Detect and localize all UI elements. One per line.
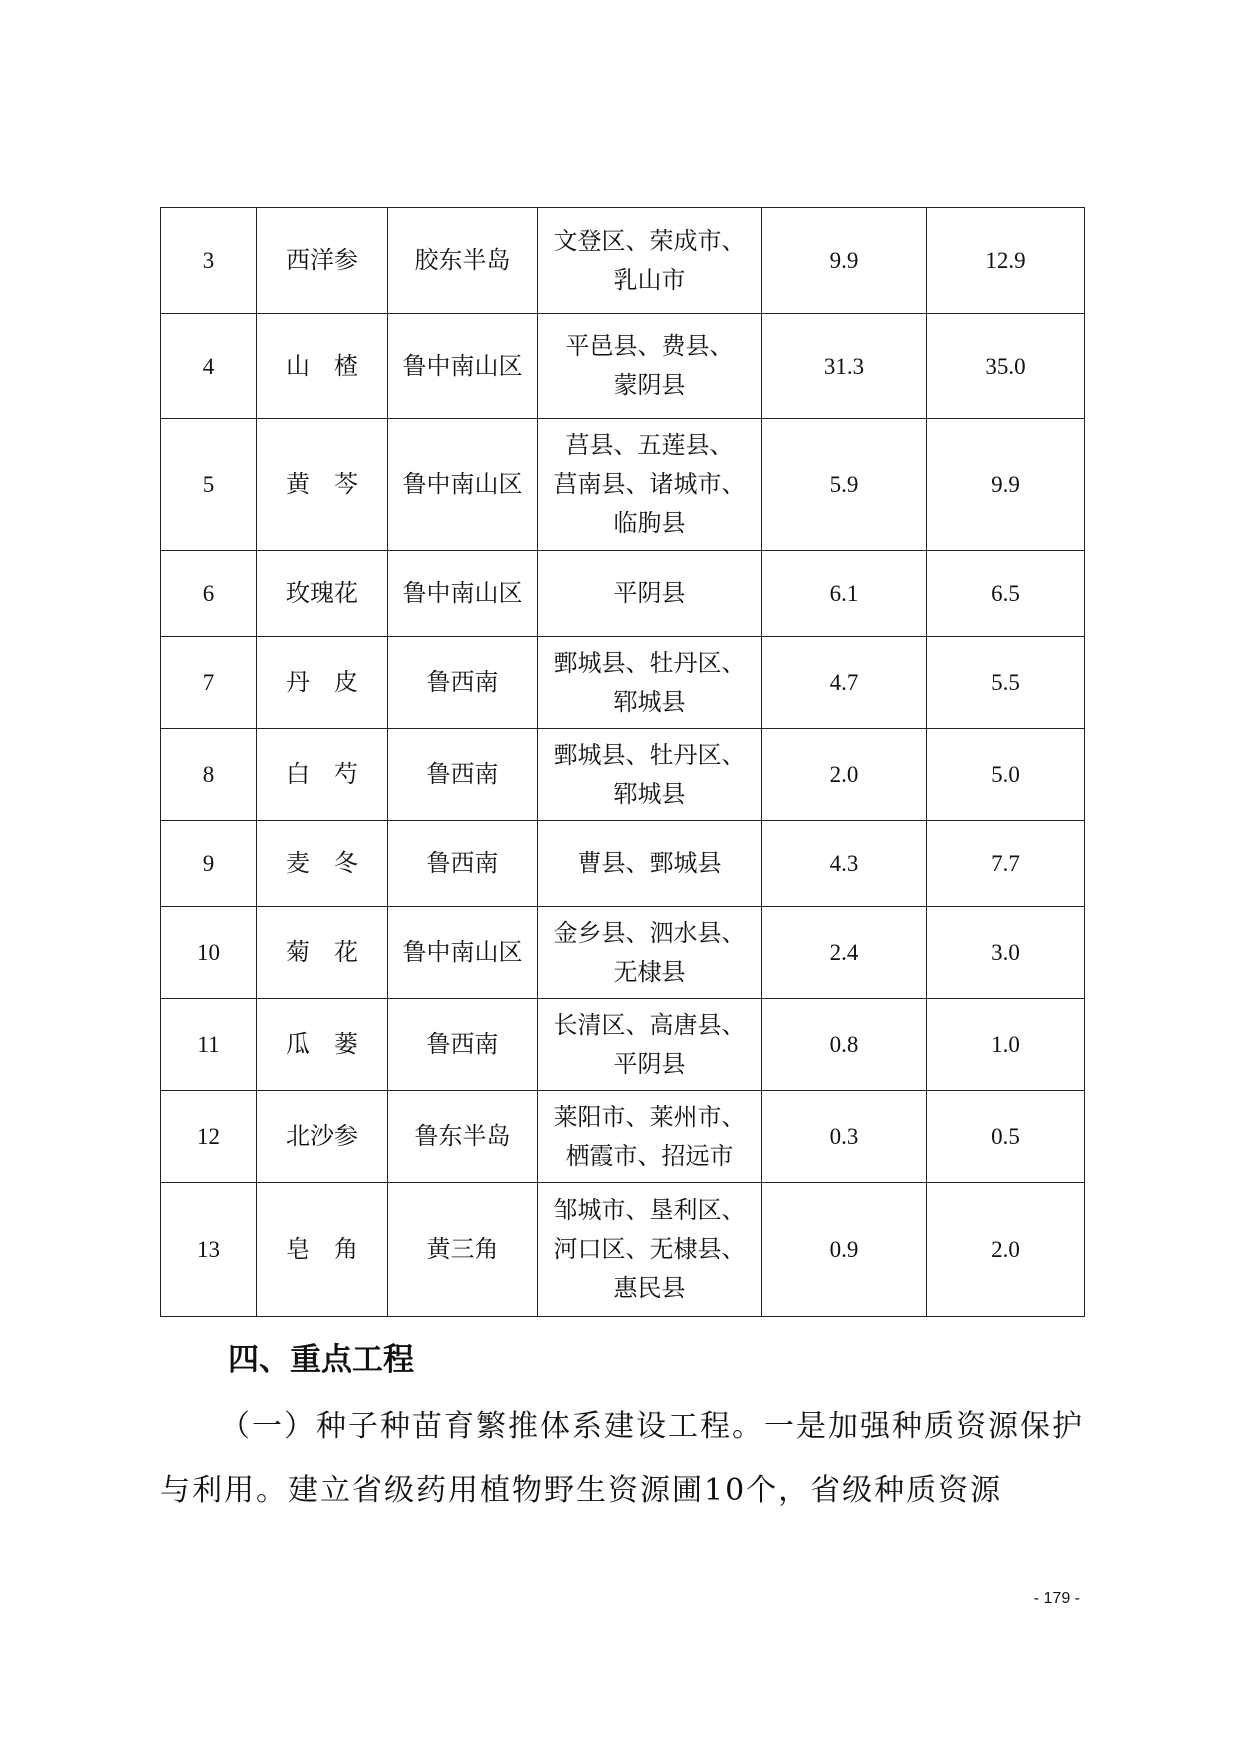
table-row [161, 637, 1085, 729]
counties-cell [538, 1183, 762, 1317]
value-cell-2: 35.0 [927, 314, 1085, 419]
row-number-cell: 12 [161, 1091, 257, 1183]
counties-cell [538, 637, 762, 729]
value-cell-1: 2.4 [762, 907, 927, 999]
value-cell-2: 6.5 [927, 551, 1085, 637]
herb-name-cell: 山 楂 [257, 314, 388, 419]
herb-name-cell: 丹 皮 [257, 637, 388, 729]
county-line: 临朐县 [613, 509, 686, 537]
county-line: 莒南县、诸城市、 [553, 470, 746, 498]
value-cell-1: 31.3 [762, 314, 927, 419]
counties-cell [538, 314, 762, 419]
county-line: 平阴县 [613, 1049, 686, 1078]
value-cell-2: 3.0 [927, 907, 1085, 999]
production-area-cell: 鲁东半岛 [388, 1091, 538, 1183]
counties-cell [538, 1091, 762, 1183]
county-line: 邹城市、垦利区、 [553, 1196, 746, 1224]
production-area-cell: 鲁西南 [388, 821, 538, 907]
county-line: 鄄城县、牡丹区、 [553, 740, 746, 769]
paragraph-lead: （一）种子种苗育繁推体系建设工程。 [220, 1409, 764, 1444]
production-area-cell: 鲁西南 [388, 637, 538, 729]
herb-table-container [160, 207, 1084, 1317]
page-number: - 179 - [1033, 1590, 1080, 1607]
value-cell-2: 9.9 [927, 419, 1085, 551]
value-cell-1: 5.9 [762, 419, 927, 551]
herb-name-cell: 黄 芩 [257, 419, 388, 551]
counties-cell [538, 999, 762, 1091]
county-line: 郓城县 [613, 687, 686, 716]
county-line: 莒县、五莲县、 [565, 431, 734, 459]
herb-name-cell: 玫瑰花 [257, 551, 388, 637]
value-cell-1: 0.3 [762, 1091, 927, 1183]
table-row [161, 907, 1085, 999]
herb-name-cell: 皂 角 [257, 1183, 388, 1317]
value-cell-2: 5.0 [927, 729, 1085, 821]
county-line: 栖霞市、招远市 [565, 1141, 734, 1170]
row-number-cell: 5 [161, 419, 257, 551]
table-row [161, 314, 1085, 419]
row-number-cell: 3 [161, 208, 257, 314]
value-cell-1: 6.1 [762, 551, 927, 637]
value-cell-1: 9.9 [762, 208, 927, 314]
production-area-cell: 鲁中南山区 [388, 419, 538, 551]
value-cell-2: 12.9 [927, 208, 1085, 314]
counties-cell [538, 419, 762, 551]
value-cell-2: 2.0 [927, 1183, 1085, 1317]
herb-name-cell: 北沙参 [257, 1091, 388, 1183]
production-area-cell: 黄三角 [388, 1183, 538, 1317]
row-number-cell: 7 [161, 637, 257, 729]
paragraph-text: 一是加强种质资源保护与利用。建立省级药用植物野生资源圃10个，省级种质资源 [160, 1409, 1084, 1508]
row-number-cell: 6 [161, 551, 257, 637]
county-line: 乳山市 [613, 265, 686, 294]
section-heading: 四、重点工程 [228, 1342, 414, 1378]
table-row [161, 1183, 1085, 1317]
value-cell-1: 4.3 [762, 821, 927, 907]
county-line: 惠民县 [613, 1274, 686, 1302]
county-line: 莱阳市、莱州市、 [553, 1102, 746, 1131]
county-line: 平邑县、费县、 [565, 332, 734, 360]
row-number-cell: 8 [161, 729, 257, 821]
herb-name-cell: 西洋参 [257, 208, 388, 314]
value-cell-1: 2.0 [762, 729, 927, 821]
county-line: 长清区、高唐县、 [553, 1010, 746, 1039]
row-number-cell: 11 [161, 999, 257, 1091]
table-row [161, 208, 1085, 314]
county-line: 鄄城县、牡丹区、 [553, 648, 746, 677]
table-row [161, 729, 1085, 821]
value-cell-1: 0.8 [762, 999, 927, 1091]
counties-cell [538, 907, 762, 999]
row-number-cell: 9 [161, 821, 257, 907]
table-row [161, 821, 1085, 907]
production-area-cell: 鲁西南 [388, 729, 538, 821]
value-cell-1: 4.7 [762, 637, 927, 729]
value-cell-2: 5.5 [927, 637, 1085, 729]
counties-cell [538, 208, 762, 314]
table-row [161, 419, 1085, 551]
herb-name-cell: 瓜 蒌 [257, 999, 388, 1091]
table-body [161, 208, 1085, 1317]
counties-cell [538, 729, 762, 821]
table-row [161, 551, 1085, 637]
production-area-cell: 鲁中南山区 [388, 907, 538, 999]
production-area-cell: 鲁中南山区 [388, 551, 538, 637]
county-line: 平阴县 [613, 579, 686, 607]
production-area-cell: 鲁中南山区 [388, 314, 538, 419]
value-cell-2: 0.5 [927, 1091, 1085, 1183]
row-number-cell: 13 [161, 1183, 257, 1317]
county-line: 蒙阴县 [613, 371, 686, 399]
production-area-cell: 鲁西南 [388, 999, 538, 1091]
row-number-cell: 4 [161, 314, 257, 419]
herb-production-table [160, 207, 1085, 1317]
herb-name-cell: 菊 花 [257, 907, 388, 999]
body-paragraph [160, 1395, 1084, 1523]
county-line: 无棣县 [613, 957, 686, 986]
row-number-cell: 10 [161, 907, 257, 999]
counties-cell [538, 821, 762, 907]
value-cell-2: 7.7 [927, 821, 1085, 907]
production-area-cell: 胶东半岛 [388, 208, 538, 314]
counties-cell [538, 551, 762, 637]
county-line: 曹县、鄄城县 [577, 849, 722, 877]
value-cell-1: 0.9 [762, 1183, 927, 1317]
county-line: 郓城县 [613, 779, 686, 808]
county-line: 河口区、无棣县、 [553, 1235, 746, 1263]
county-line: 金乡县、泗水县、 [553, 918, 746, 947]
table-row [161, 1091, 1085, 1183]
herb-name-cell: 麦 冬 [257, 821, 388, 907]
value-cell-2: 1.0 [927, 999, 1085, 1091]
herb-name-cell: 白 芍 [257, 729, 388, 821]
table-row [161, 999, 1085, 1091]
county-line: 文登区、荣成市、 [553, 226, 746, 255]
